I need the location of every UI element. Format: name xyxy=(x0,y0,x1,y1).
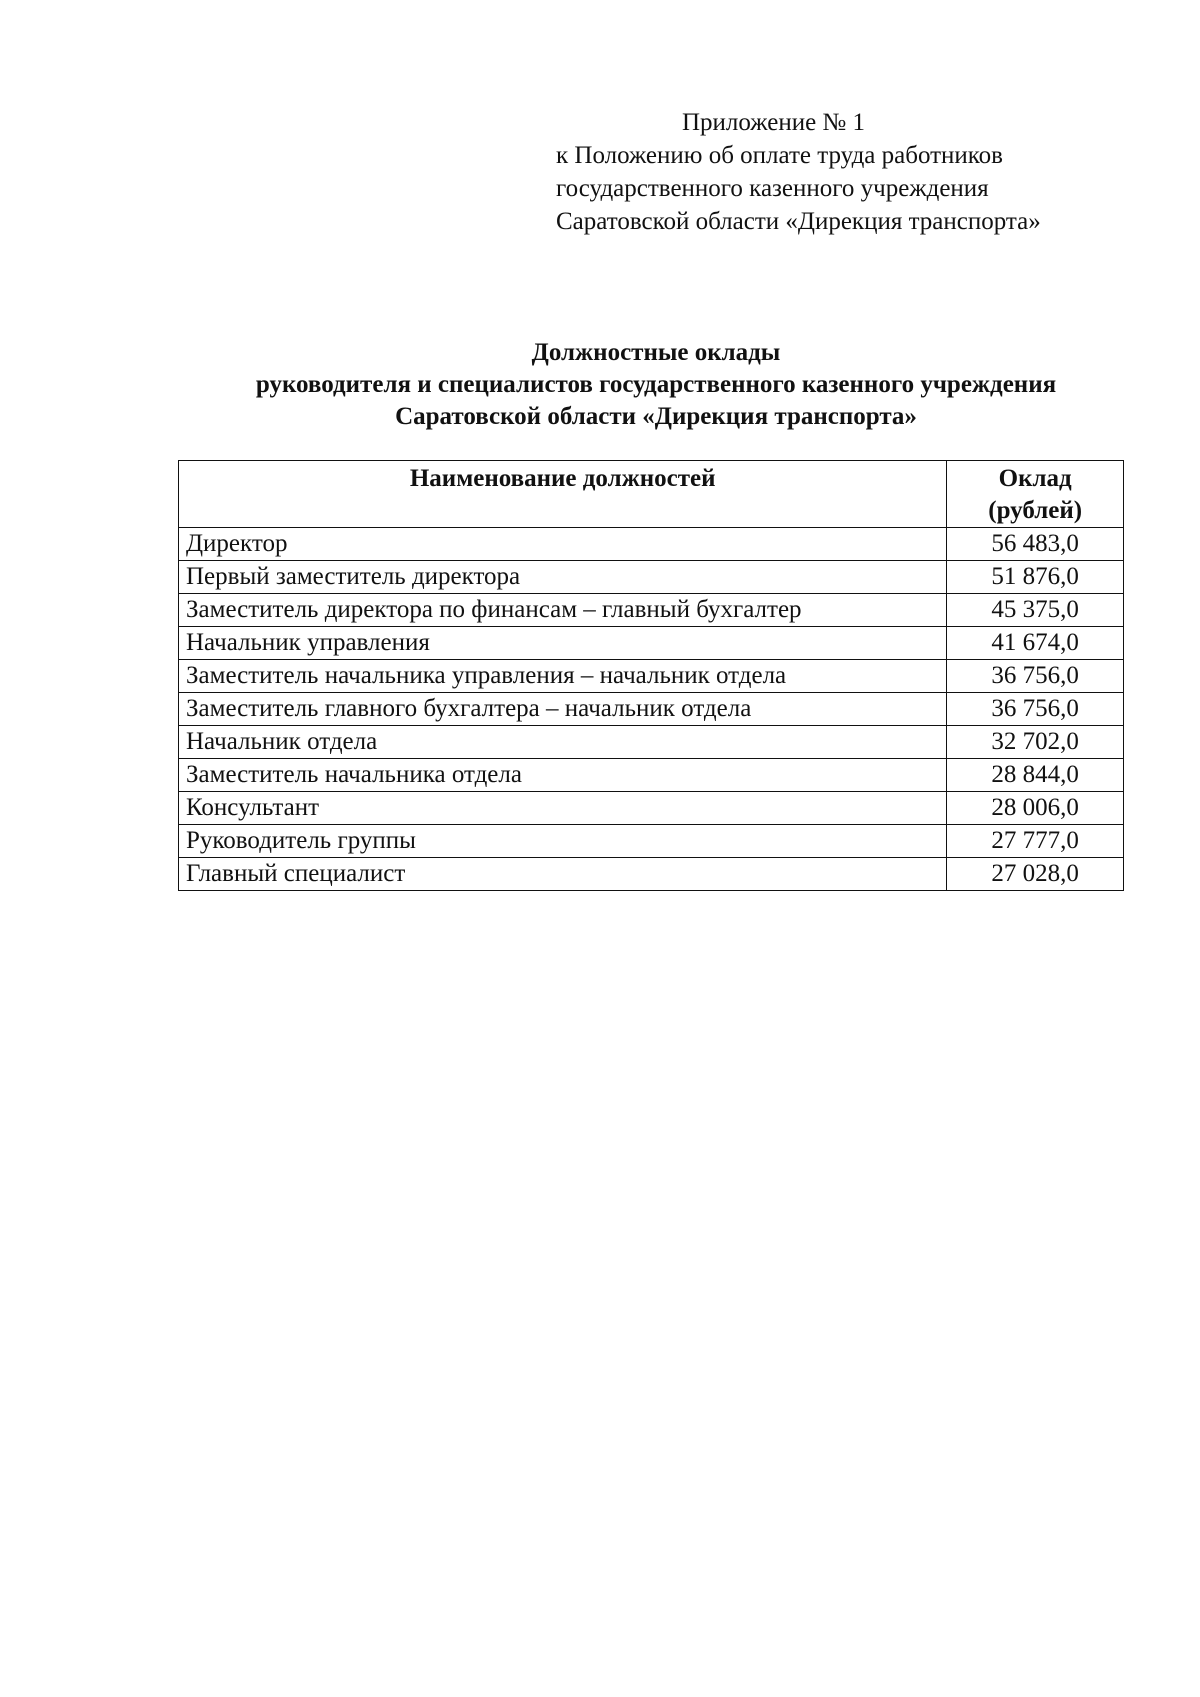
table-row xyxy=(179,825,1124,858)
position-name-cell: Директор xyxy=(179,528,947,561)
table-row xyxy=(179,594,1124,627)
column-header-salary-line: Оклад xyxy=(998,465,1072,492)
salary-table xyxy=(178,460,1124,891)
salary-cell: 51 876,0 xyxy=(947,561,1124,594)
title-line: Должностные оклады xyxy=(531,339,781,366)
table-row xyxy=(179,792,1124,825)
title-line: руководителя и специалистов государственного казенного учреждения xyxy=(255,371,1057,398)
column-header-salary xyxy=(947,461,1124,528)
position-name-cell: Заместитель директора по финансам – главный бухгалтер xyxy=(179,594,947,627)
position-name-cell: Главный специалист xyxy=(179,858,947,891)
table-row xyxy=(179,759,1124,792)
salary-cell: 28 006,0 xyxy=(947,792,1124,825)
table-row xyxy=(179,693,1124,726)
salary-cell: 36 756,0 xyxy=(947,660,1124,693)
table-row xyxy=(179,726,1124,759)
column-header-position: Наименование должностей xyxy=(179,461,947,528)
title-line: Саратовской области «Дирекция транспорта» xyxy=(395,403,917,430)
position-name-cell: Консультант xyxy=(179,792,947,825)
appendix-reference-line: к Положению об оплате труда работников xyxy=(556,142,1003,169)
table-row xyxy=(179,858,1124,891)
appendix-number: Приложение № 1 xyxy=(682,109,866,136)
document-title xyxy=(0,337,1200,433)
appendix-reference-line: государственного казенного учреждения xyxy=(556,175,989,202)
salary-cell: 28 844,0 xyxy=(947,759,1124,792)
table-row xyxy=(179,660,1124,693)
position-name-cell: Руководитель группы xyxy=(179,825,947,858)
appendix-reference-line: Саратовской области «Дирекция транспорта» xyxy=(556,208,1041,235)
salary-cell: 32 702,0 xyxy=(947,726,1124,759)
position-name-cell: Первый заместитель директора xyxy=(179,561,947,594)
salary-cell: 36 756,0 xyxy=(947,693,1124,726)
salary-cell: 27 777,0 xyxy=(947,825,1124,858)
table-row xyxy=(179,627,1124,660)
table-row xyxy=(179,561,1124,594)
salary-cell: 56 483,0 xyxy=(947,528,1124,561)
salary-cell: 41 674,0 xyxy=(947,627,1124,660)
table-body xyxy=(179,528,1124,891)
position-name-cell: Начальник отдела xyxy=(179,726,947,759)
table-row xyxy=(179,528,1124,561)
salary-cell: 45 375,0 xyxy=(947,594,1124,627)
position-name-cell: Заместитель начальника управления – начальник отдела xyxy=(179,660,947,693)
column-header-salary-unit: (рублей) xyxy=(988,497,1083,524)
position-name-cell: Заместитель начальника отдела xyxy=(179,759,947,792)
salary-cell: 27 028,0 xyxy=(947,858,1124,891)
position-name-cell: Заместитель главного бухгалтера – начальник отдела xyxy=(179,693,947,726)
position-name-cell: Начальник управления xyxy=(179,627,947,660)
appendix-header xyxy=(556,106,1041,238)
table-header-row xyxy=(179,461,1124,528)
